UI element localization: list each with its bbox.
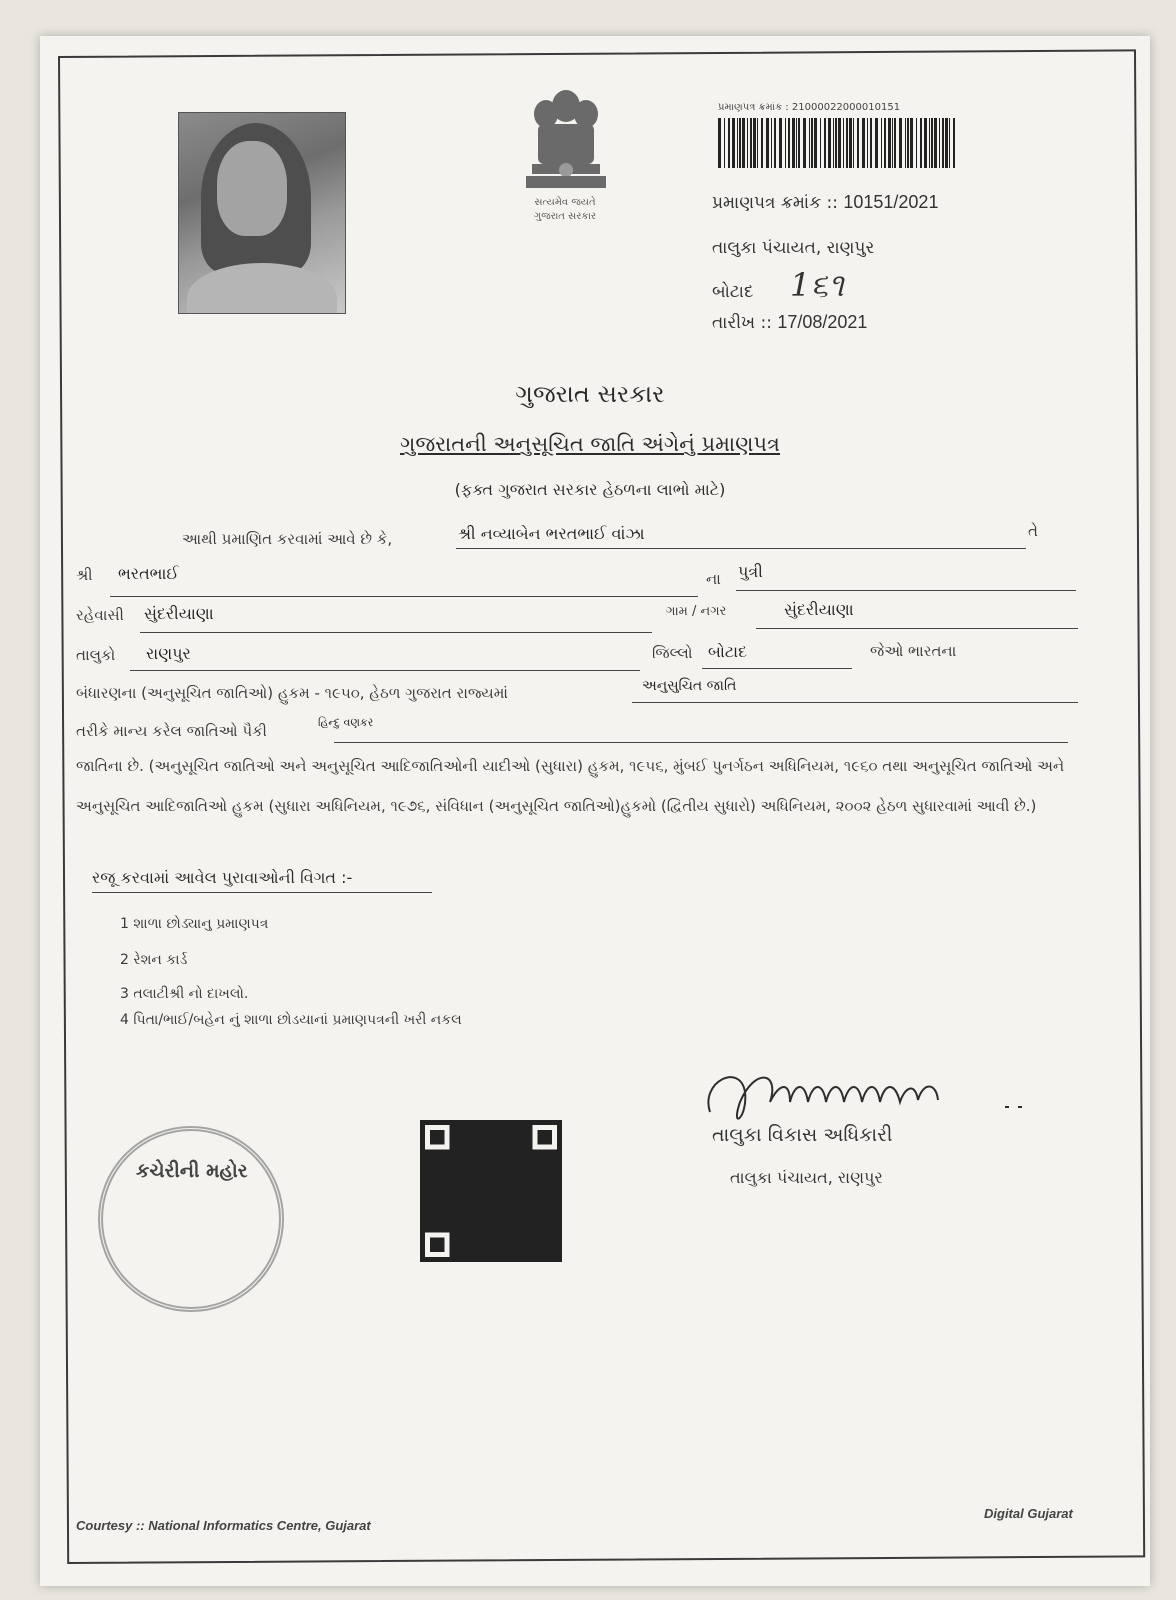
certificate-subtitle: (ફક્ત ગુજરાત સરકાર હેઠળના લાભો માટે) (454, 480, 726, 499)
certificate-number-label: પ્રમાણપત્ર ક્રમાંક :: (712, 193, 838, 213)
district: બોટાદ (708, 642, 748, 661)
taluka-label: તાલુકો (76, 646, 116, 664)
village-label: ગામ / નગર (666, 604, 727, 619)
certificate-title: ગુજરાતની અનુસૂચિત જાતિ અંગેનું પ્રમાણપત્ર (400, 432, 780, 456)
shri-label: શ્રી (76, 566, 93, 584)
footer-courtesy: Courtesy :: National Informatics Centre, Gujarat (76, 1518, 371, 1533)
evidence-title: રજૂ કરવામાં આવેલ પુરાવાઓની વિગત :- (92, 868, 432, 893)
district-field-label: જિલ્લો (652, 644, 693, 662)
village: સુંદરીયાણા (784, 600, 854, 619)
certify-label: આથી પ્રમાણિત કરવામાં આવે છે કે, (182, 530, 393, 548)
district-underline (702, 668, 852, 669)
footer-brand: Digital Gujarat (984, 1506, 1073, 1521)
emblem-caption (510, 196, 620, 224)
village-underline (756, 628, 1078, 629)
resident-place: સુંદરીયાણા (144, 604, 214, 623)
evidence-item: 2 રેશન કાર્ડ (120, 952, 188, 968)
category: અનુસુચિત જાતિ (642, 678, 737, 694)
caste: હિન્દુ વણકર (318, 716, 374, 729)
resident-underline (140, 632, 652, 633)
issuing-office: તાલુકા પંચાયત, રાણપુર (712, 238, 875, 258)
issue-date: 17/08/2021 (777, 312, 868, 332)
date-row (712, 312, 867, 333)
te-label: તે (1028, 522, 1038, 540)
evidence-item: 4 પિતા/ભાઈ/બહેન નું શાળા છોડયાનાં પ્રમાણપત્રની ખરી નકલ (120, 1012, 462, 1028)
resident-label: રહેવાસી (76, 606, 124, 624)
district-label: બોટાદ (712, 282, 754, 302)
seal-label: કચેરીની મહોર (136, 1160, 248, 1182)
handwritten-number: 1૬૧ (790, 266, 844, 304)
taluka-underline (130, 670, 640, 671)
date-label: તારીખ :: (712, 313, 772, 333)
name-underline (456, 548, 1026, 549)
relation-underline (736, 590, 1076, 591)
emblem-motto: સત્યમેવ જયતે (534, 197, 596, 208)
signatory-title: તાલુકા વિકાસ અધિકારી (712, 1124, 893, 1146)
caste-underline (334, 742, 1068, 743)
state-emblem-icon (516, 84, 616, 194)
office-seal (98, 1126, 284, 1312)
india-label: જેઓ ભારતના (870, 642, 957, 660)
relation: પુત્રી (738, 562, 763, 581)
qr-code (420, 1118, 562, 1264)
signatory-office: તાલુકા પંચાયત, રાણપુર (730, 1168, 883, 1187)
constitution-label: બંધારણના (અનુસૂચિત જાતિઓ) હુકમ - ૧૯૫૦, હેઠળ ગુજરાત રાજ્યમાં (76, 684, 508, 702)
evidence-item: 1 શાળા છોડ્યાનુ પ્રમાણપત્ર (120, 916, 269, 932)
taluka: રાણપુર (146, 644, 191, 663)
barcode-label: પ્રમાણપત્ર ક્રમાંક : 21000022000010151 (718, 102, 901, 113)
evidence-item: 3 તલાટીશ્રી નો દાખલો. (120, 986, 249, 1002)
na-label: ના (706, 570, 721, 588)
father-underline (110, 596, 698, 597)
applicant-name: શ્રી નવ્યાબેન ભરતભાઈ વાંઝા (458, 524, 645, 543)
category-underline (632, 702, 1078, 703)
certificate-number: 10151/2021 (843, 192, 939, 212)
recognized-label: તરીકે માન્ય કરેલ જાતિઓ પૈકી (76, 722, 267, 740)
applicant-photo (178, 112, 346, 314)
certificate-number-row (712, 192, 938, 213)
legal-paragraph: જાતિના છે. (અનુસૂચિત જાતિઓ અને અનુસૂચિત આદિજાતિઓની યાદીઓ (સુધારા) હુકમ, ૧૯૫૬, મુંબઈ પુનર્ગઠન અધિનિયમ, ૧૯૬૦ તથા અનુસૂચિત જાતિઓ અને અનુસૂચિત આદિજાતિઓ હુકમ (સુધારા અધિનિયમ, ૧૯૭૬, સંવિધાન (અનુસૂચિત જાતિઓ)હુકમો (દ્વિતીય સુધારો) અધિનિયમ, ૨૦૦૨ હેઠળ સુધારવામાં આવી છે.) (76, 757, 1065, 815)
emblem-government: ગુજરાત સરકાર (533, 211, 597, 222)
father-name: ભરતભાઈ (118, 564, 179, 583)
government-title: ગુજરાત સરકાર (515, 380, 665, 408)
barcode (718, 118, 958, 168)
